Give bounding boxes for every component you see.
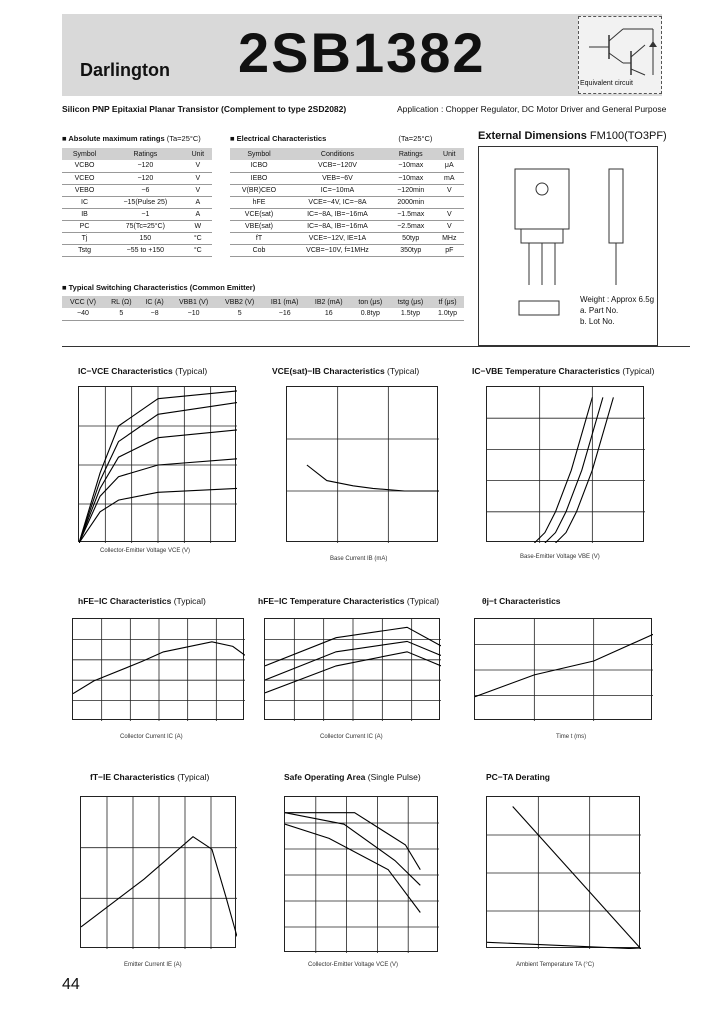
table-row: Tj 150 °C: [62, 232, 212, 244]
chart9-xlabel: Ambient Temperature TA (°C): [516, 962, 595, 968]
chart2-plot: [286, 386, 438, 542]
chart4-title: hFE−IC Characteristics (Typical): [78, 596, 206, 606]
series-line-2: [556, 397, 614, 543]
page-number: 44: [62, 976, 80, 993]
abs-max-title: ■ Absolute maximum ratings (Ta=25°C): [62, 134, 201, 143]
chart9-svg: [487, 797, 641, 949]
chart3-title: IC−VBE Temperature Characteristics (Typical): [472, 366, 655, 376]
table-row: VCE(sat) IC=−8A, IB=−16mA −1.5max V: [230, 208, 464, 220]
series-line-0: [285, 824, 420, 912]
chart1-plot: [78, 386, 236, 542]
table-row: VCEO −120 V: [62, 172, 212, 184]
chart5-title: hFE−IC Temperature Characteristics (Typical): [258, 596, 440, 606]
ext-dim-title: External Dimensions FM100(TO3PF): [478, 130, 667, 142]
series-line-0: [307, 465, 439, 491]
table-row: Cob VCB=−10V, f=1MHz 350typ pF: [230, 244, 464, 256]
chart6-xlabel: Time t (ms): [556, 734, 587, 740]
chart7-svg: [81, 797, 237, 949]
weight-text: Weight : Approx 6.5g: [580, 295, 655, 304]
table-row: VBE(sat) IC=−8A, IB=−16mA −2.5max V: [230, 220, 464, 232]
equivalent-circuit-label: Equivalent circuit: [580, 80, 633, 87]
chart6-plot: [474, 618, 652, 720]
switching-title: ■ Typical Switching Characteristics (Common Emitter): [62, 283, 256, 292]
table-row: VCBO −120 V: [62, 160, 212, 172]
chart8-xlabel: Collector-Emitter Voltage VCE (V): [308, 962, 399, 968]
part-no-note: a. Part No.: [580, 306, 619, 315]
chart2-svg: [287, 387, 439, 543]
chart4-xlabel: Collector Current IC (A): [120, 734, 183, 740]
chart9-plot: [486, 796, 640, 948]
chart8-title: Safe Operating Area (Single Pulse): [284, 772, 421, 782]
series-line-0: [513, 807, 641, 950]
package-notes: [580, 294, 654, 327]
chart8-svg: [285, 797, 439, 953]
chart7-xlabel: Emitter Current IE (A): [124, 962, 182, 968]
chart4-svg: [73, 619, 245, 721]
chart7-plot: [80, 796, 236, 948]
chart5-plot: [264, 618, 440, 720]
chart6-svg: [475, 619, 653, 721]
series-line-1: [487, 942, 641, 949]
chart3-svg: [487, 387, 645, 543]
series-line-1: [545, 397, 603, 543]
table-row: ICBO VCB=−120V −10max μA: [230, 160, 464, 172]
chart2-title: VCE(sat)−IB Characteristics (Typical): [272, 366, 420, 376]
chart8-plot: [284, 796, 438, 952]
lot-no-note: b. Lot No.: [580, 317, 615, 326]
application: Application : Chopper Regulator, DC Motor Driver and General Purpose: [397, 104, 667, 114]
table-row: PC 75(Tc=25°C) W: [62, 220, 212, 232]
chart3-plot: [486, 386, 644, 542]
chart1-svg: [79, 387, 237, 543]
chart3-xlabel: Base-Emitter Voltage VBE (V): [520, 554, 600, 560]
chart7-title: fT−IE Characteristics (Typical): [90, 772, 210, 782]
table-row: VEBO −6 V: [62, 184, 212, 196]
chart6-title: θj−t Characteristics: [482, 596, 561, 606]
table-row: IC −15(Pulse 25) A: [62, 196, 212, 208]
series-line-0: [534, 397, 592, 543]
series-line-2: [285, 813, 420, 870]
divider: [62, 346, 690, 347]
table-row: −40 5 −8 −10 5 −16 16 0.8typ 1.5typ 1.0typ: [62, 308, 464, 320]
subtitle: Silicon PNP Epitaxial Planar Transistor (Complement to type 2SD2082): [62, 104, 347, 114]
table-row: Tstg −55 to +150 °C: [62, 244, 212, 256]
table-row: V(BR)CEO IC=−10mA −120min V: [230, 184, 464, 196]
series-label: Darlington: [80, 60, 170, 80]
chart2-xlabel: Base Current IB (mA): [330, 556, 388, 562]
chart4-plot: [72, 618, 244, 720]
table-row: IEBO VEB=−6V −10max mA: [230, 172, 464, 184]
abs-max-table: Symbol Ratings Unit VCBO −120 V VCEO −120 V VEBO −6 V IC −15(Pulse 25) A IB −1 A PC 75(Tc=25°C) W Tj 150 °C Tstg −55 to +150 °C: [62, 148, 212, 257]
series-line-0: [475, 634, 653, 696]
chart5-svg: [265, 619, 441, 721]
elec-table: Symbol Conditions Ratings Unit ICBO VCB=−120V −10max μA IEBO VEB=−6V −10max mA V(BR)CEO IC=−10mA −120min V hFE VCE=−4V, IC=−8A 2000min VCE(sat) IC=−8A, IB=−16mA −1.5max V VBE(sat) IC=−8A, IB=−16mA −2.5max V fT VCE=−12V, IE=1A 50typ MHz Cob VCB=−10V, f=1MHz 350typ pF: [230, 148, 464, 257]
table-row: IB −1 A: [62, 208, 212, 220]
table-row: fT VCE=−12V, IE=1A 50typ MHz: [230, 232, 464, 244]
chart9-title: PC−TA Derating: [486, 772, 550, 782]
elec-title: ■ Electrical Characteristics (Ta=25°C): [230, 134, 433, 143]
part-number: 2SB1382: [238, 21, 486, 84]
chart5-xlabel: Collector Current IC (A): [320, 734, 383, 740]
chart1-title: IC−VCE Characteristics (Typical): [78, 366, 208, 376]
switching-table: VCC (V) RL (Ω) IC (A) VBB1 (V) VBB2 (V) IB1 (mA) IB2 (mA) ton (μs) tstg (μs) tf (μs) −40 5 −8 −10 5 −16 16 0.8typ 1.5typ 1.0typ: [62, 296, 464, 321]
table-row: hFE VCE=−4V, IC=−8A 2000min: [230, 196, 464, 208]
chart1-xlabel: Collector-Emitter Voltage VCE (V): [100, 548, 191, 554]
